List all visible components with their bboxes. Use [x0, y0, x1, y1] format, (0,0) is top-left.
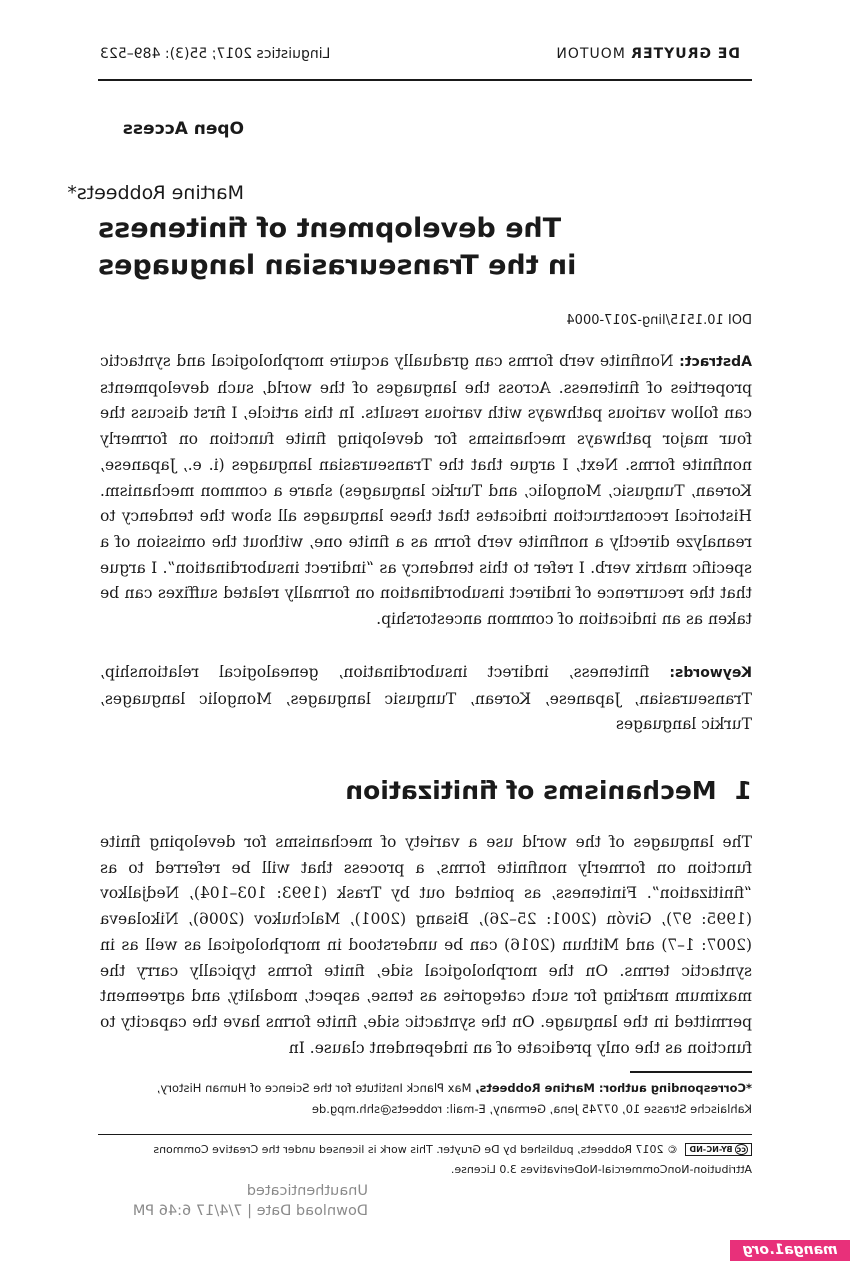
license-notice [92, 1140, 752, 1180]
license-text: © 2017 Robbeets, published by De Gruyter. This work is licensed under the Creative Commons Attribution-NonCommercial-NoDerivatives 3.0 License. [153, 1143, 752, 1176]
keywords-label: Keywords: [669, 665, 752, 681]
abstract-text: Nonfinite verb forms can gradually acquire morphological and syntactic properties of finiteness. Across the languages of the world, such developments can follow various pathways with various results. In this article, I first discuss the four major pathways mechanisms for developing finite function on formerly nonfinite forms. Next, I argue that the Transeurasian languages (i. e., Japanese, Korean, Tungusic, Mongolic, and Turkic languages) share a common mechanism. Historical reconstruction indicates that these languages all show the tendency to reanalyze directly a nonfinite verb form as a finite one, without the omission of a specific matrix verb. I refer to this tendency as “indirect insubordination”. I argue that the recurrence of indirect insubordination on formally related suffixes can be taken as an indication of common ancestorship. [100, 352, 752, 629]
footnote [100, 1078, 752, 1120]
title-line-1: The development of finiteness [98, 213, 562, 244]
watermark-line-2: Download Date | 7/4/17 6:46 PM [132, 1203, 368, 1219]
section-title: Mechanisms of finitization [345, 776, 717, 805]
keywords-text: finiteness, indirect insubordination, genealogical relationship, Transeurasian, Japanese, Korean, Tungusic languages, Mongolic languages, Turkic languages [100, 663, 752, 734]
publisher-name: DE GRUYTER MOUTON [555, 46, 740, 62]
doi: DOI 10.1515/ling-2017-0004 [566, 313, 752, 328]
header-rule [98, 79, 752, 81]
section-number: 1 [734, 776, 752, 805]
footnote-label: *Corresponding author: Martine Robbeets, [475, 1081, 752, 1095]
license-rule [98, 1134, 752, 1135]
creative-commons-icon: ccBY-NC-ND [686, 1143, 753, 1156]
section-heading [345, 776, 752, 805]
body-paragraph: The languages of the world use a variety of mechanisms for developing finite function on formerly nonfinite forms, a process that will be referred to as “finitization”. Finiteness, as pointed out by Trask (1993: 103–104), Nedjalkov (1995: 97), Givón (2001: 25–26), Bisang (2001), Malchukov (2006), Nikolaeva (2007: 1–7) and Mithun (2016) can be understood in morphological as well as in syntactic terms. On the morphological side, finite forms typically carry the maximum marking for such categories as tense, aspect, modality, and agreement permitted in the language. On the syntactic side, finite forms have the capacity to function as the only predicate of an independent clause. In [100, 833, 752, 1057]
footnote-rule [630, 1071, 752, 1073]
watermark-line-1: Unauthenticated [246, 1183, 368, 1199]
keywords [100, 660, 752, 738]
footnote-text: Max Planck Institute for the Science of Human History, Kahlaische Strasse 10, 07745 Jena, Germany, E-mail: robbeets@shh.mpg.de [156, 1081, 752, 1116]
journal-citation: Linguistics 2017; 55(3): 489–523 [100, 46, 331, 62]
open-access-label: Open Access [122, 119, 244, 139]
site-watermark-badge: manga1.org [730, 1240, 850, 1261]
running-header [100, 46, 740, 62]
title-line-2: in the Transeurasian languages [98, 250, 577, 281]
author-name: Martine Robbeets* [67, 182, 244, 204]
article-title [98, 210, 850, 284]
abstract [100, 349, 752, 633]
abstract-label: Abstract: [679, 354, 752, 370]
download-watermark [133, 1181, 368, 1221]
